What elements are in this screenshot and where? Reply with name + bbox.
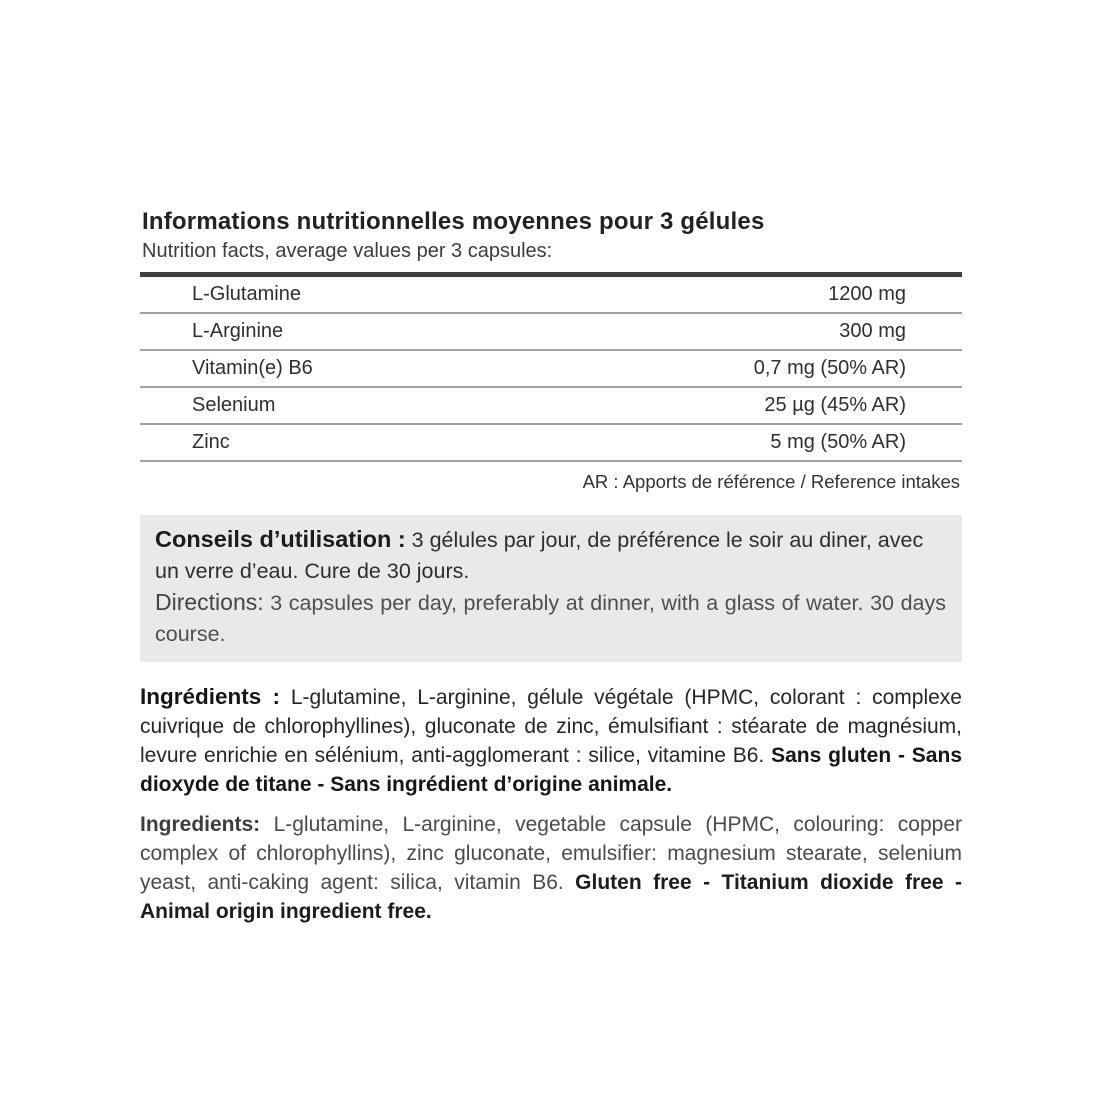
row-value: 0,7 mg (50% AR) xyxy=(513,350,962,387)
reference-intakes-note: AR : Apports de référence / Reference intakes xyxy=(582,471,960,492)
row-value: 25 µg (45% AR) xyxy=(513,387,962,424)
row-value: 5 mg (50% AR) xyxy=(513,424,962,461)
nutrition-table xyxy=(140,277,962,462)
row-value: 1200 mg xyxy=(513,277,962,313)
table-row xyxy=(140,313,962,350)
usage-en-paragraph xyxy=(155,587,946,650)
table-row xyxy=(140,387,962,424)
usage-en-text: 3 capsules per day, preferably at dinner, with a glass of water. 30 days course. xyxy=(155,591,946,646)
table-row xyxy=(140,350,962,387)
ingredients-fr-paragraph xyxy=(140,682,962,799)
table-row xyxy=(140,277,962,313)
table-row xyxy=(140,424,962,461)
row-label: Zinc xyxy=(140,424,513,461)
row-label: Selenium xyxy=(140,387,513,424)
usage-fr-text: 3 gélules par jour, de préférence le soir au diner, avec un verre d’eau. Cure de 30 jours. xyxy=(155,528,924,583)
page-subtitle: Nutrition facts, average values per 3 capsules: xyxy=(142,240,553,262)
ingredients-en-label: Ingredients: xyxy=(140,813,261,836)
usage-en-label: Directions: xyxy=(155,589,264,615)
label-content xyxy=(140,208,962,926)
usage-fr-label: Conseils d’utilisation : xyxy=(155,526,406,552)
ingredients-en-text: L-glutamine, L-arginine, vegetable capsule (HPMC, colouring: copper complex of chlorophyllins), zinc gluconate, emulsifier: magnesium stearate, selenium yeast, anti-caking agent: silica, vitamin B6. xyxy=(140,813,962,894)
row-label: L-Arginine xyxy=(140,313,513,350)
ingredients-fr-label: Ingrédients : xyxy=(140,684,281,709)
page-title: Informations nutritionnelles moyennes pour 3 gélules xyxy=(142,208,765,235)
ingredients-en-claims: Gluten free - Titanium dioxide free - Animal origin ingredient free. xyxy=(140,871,962,923)
ingredients-fr-text: L-glutamine, L-arginine, gélule végétale (HPMC, colorant : complexe cuivrique de chlorophyllines), gluconate de zinc, émulsifiant : stéarate de magnésium, levure enrichie en sélénium, anti-agglomerant : silice, vitamine B6. xyxy=(140,686,962,767)
ingredients-en-paragraph xyxy=(140,810,962,926)
row-value: 300 mg xyxy=(513,313,962,350)
row-label: Vitamin(e) B6 xyxy=(140,350,513,387)
ingredients-fr-claims: Sans gluten - Sans dioxyde de titane - Sans ingrédient d’origine animale. xyxy=(140,744,962,796)
usage-fr-paragraph xyxy=(155,524,946,587)
usage-directions-box xyxy=(140,515,962,662)
row-label: L-Glutamine xyxy=(140,277,513,313)
